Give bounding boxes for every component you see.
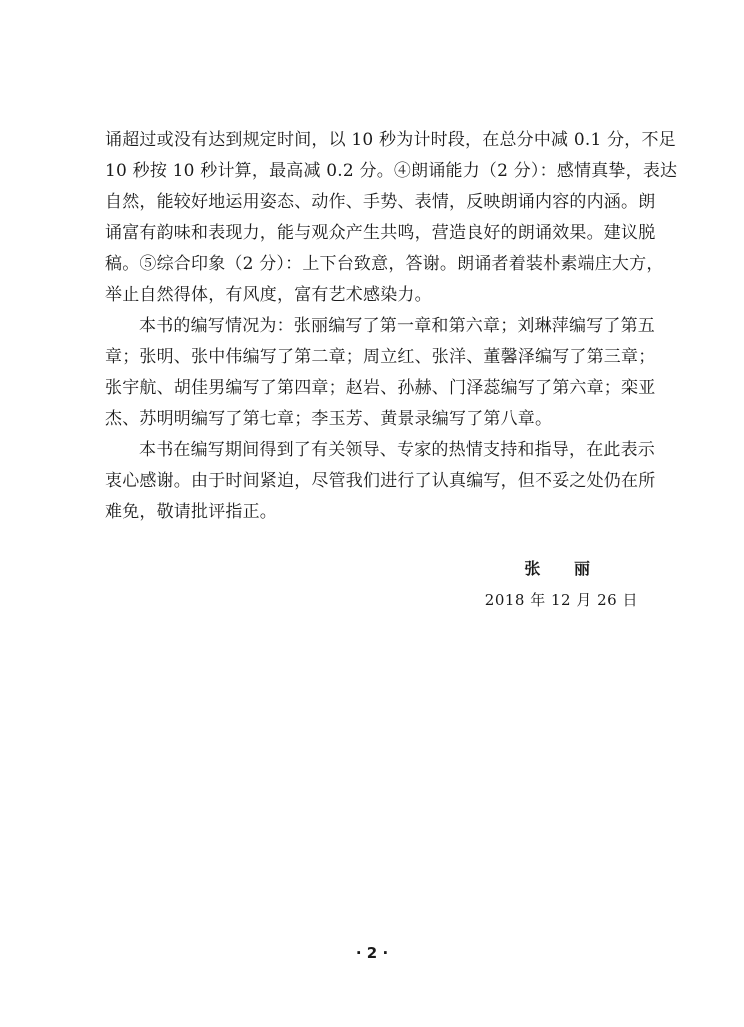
text-line: 本书的编写情况为：张丽编写了第一章和第六章；刘琳萍编写了第五 [139,316,655,336]
text-line: 举止自然得体，有风度，富有艺术感染力。 [105,285,432,305]
text-line: 诵超过或没有达到规定时间，以 10 秒为计时段，在总分中减 0.1 分，不足 [105,130,676,150]
text-line: 难免，敬请批评指正。 [105,502,277,522]
text-line: 杰、苏明明编写了第七章；李玉芳、黄景录编写了第八章。 [105,409,553,429]
text-line: 本书在编写期间得到了有关领导、专家的热情支持和指导，在此表示 [139,440,655,460]
text-line: 10 秒按 10 秒计算，最高减 0.2 分。④朗诵能力（2 分）：感情真挚，表达 [105,161,678,181]
text-line: 诵富有韵味和表现力，能与观众产生共鸣，营造良好的朗诵效果。建议脱 [105,223,656,243]
paragraph-recitation-criteria [105,125,678,311]
paragraph-acknowledgement [105,435,656,528]
author-signature: 张 丽 [524,559,604,578]
text-line: 衷心感谢。由于时间紧迫，尽管我们进行了认真编写，但不妥之处仍在所 [105,471,656,491]
text-line: 稿。⑤综合印象（2 分）：上下台致意，答谢。朗诵者着装朴素端庄大方， [105,254,664,274]
signature-date: 2018 年 12 月 26 日 [484,591,638,609]
text-line: 自然，能较好地运用姿态、动作、手势、表情，反映朗诵内容的内涵。朗 [105,192,656,212]
page-number: · 2 · [355,944,389,962]
text-line: 章；张明、张中伟编写了第二章；周立红、张洋、董馨泽编写了第三章； [105,347,656,367]
text-line: 张宇航、胡佳男编写了第四章；赵岩、孙赫、门泽蕊编写了第六章；栾亚 [105,378,656,398]
paragraph-authorship [105,311,656,435]
